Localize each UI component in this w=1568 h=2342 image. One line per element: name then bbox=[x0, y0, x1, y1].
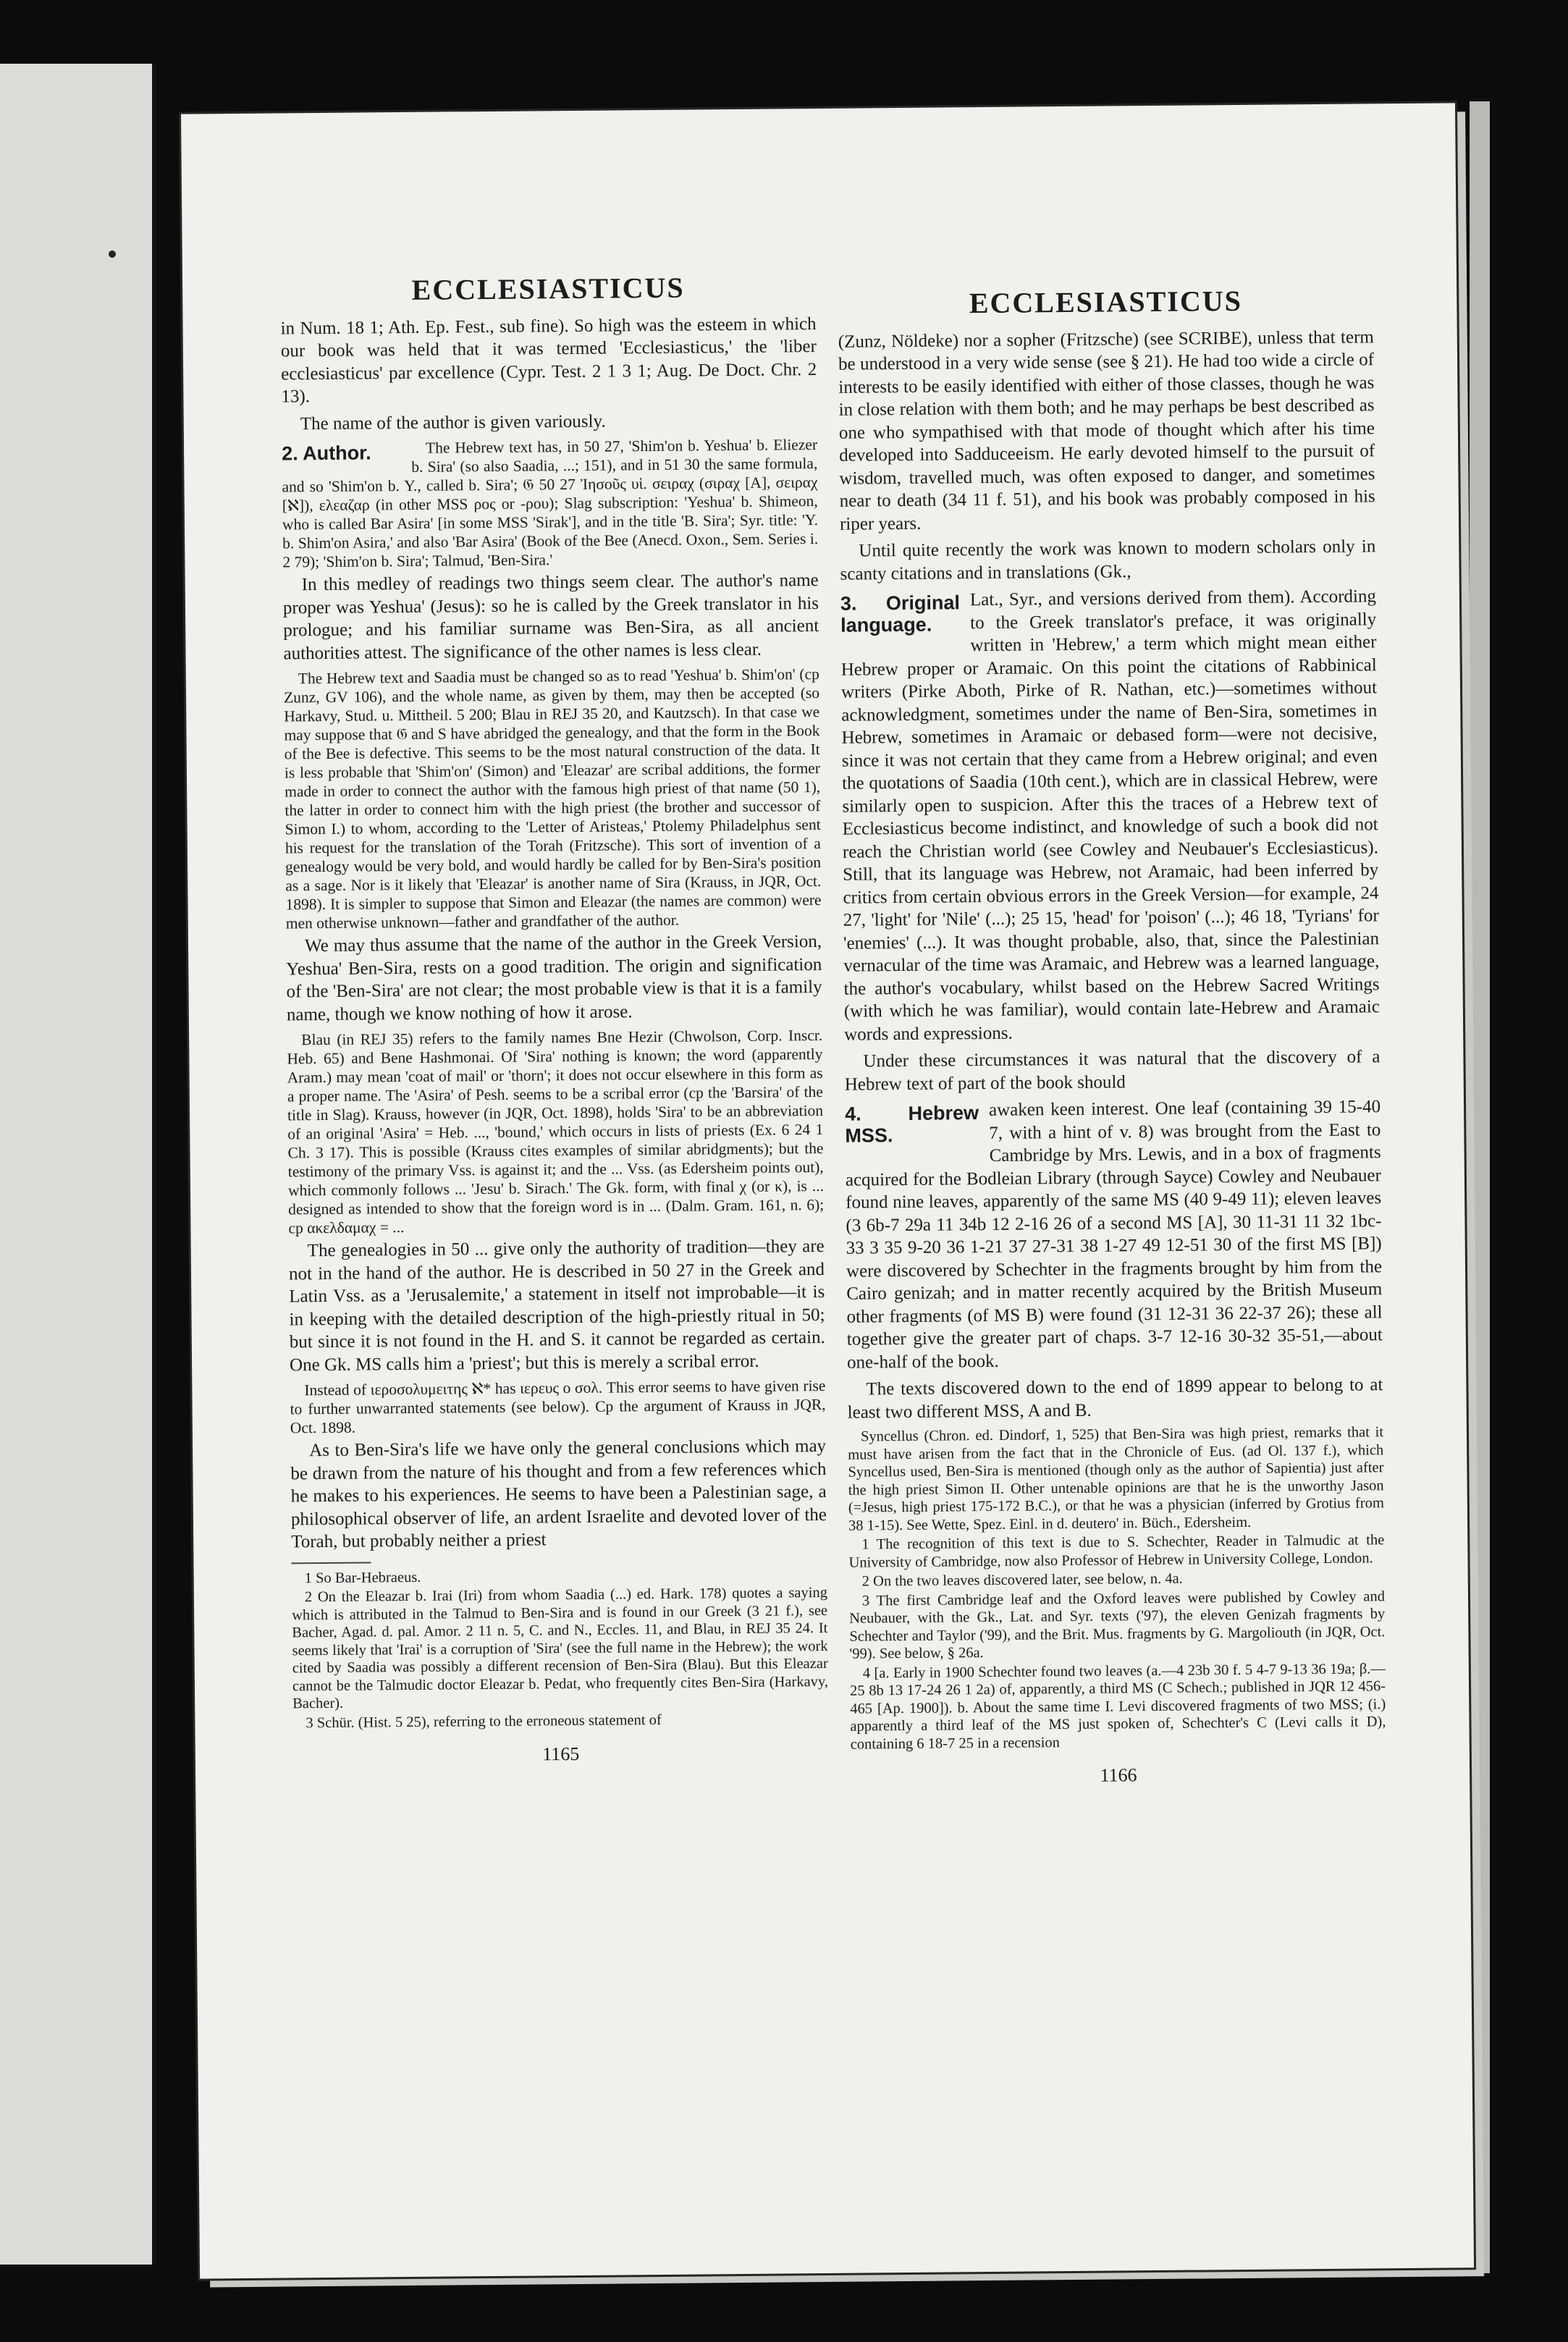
footnote: 3 The first Cambridge leaf and the Oxford leaves were published by Cowley and Neubauer, with the Gk., Lat. and Syr. texts ('97), the eleven Genizah fragments by Schechter and Taylor ('99), and the Brit. Mus. fragments by G. Margoliouth (in JQR, Oct. '99). See below, § 26a. bbox=[849, 1588, 1386, 1662]
footnote: 3 Schür. (Hist. 5 25), referring to the erroneous statement of bbox=[305, 1711, 662, 1731]
paragraph-small: The Hebrew text and Saadia must be changed so as to read 'Yeshua' b. Shim'on' (cp Zunz, GV 106), and the whole name, as given by them, may then be accepted (so Harkavy, Stud. u. Mittheil. 5 200; Blau in REJ 35 20, and Kautzsch). In that case we may suppose that 𝔊 and S have abridged the genealogy, and that the form in the Book of the Bee is defective. This seems to be the most natural construction of the data. It is less probable that 'Shim'on' (Simon) and 'Eleazar' are scribal additions, the former made in order to connect the author with the famous high priest of that name (50 1), the latter in order to connect him with the high priest (the brother and successor of Simon I.) to whom, according to the 'Letter of Aristeas,' Ptolemy Philadelphus sent his request for the translation of the Torah (Fritzsche). This sort of invention of a genealogy would be very bold, and would hardly be called for by Ben-Sira's position as a sage. Nor is it likely that 'Eleazar' is another name of Sira (Krauss, in JQR, Oct. 1898). It is simpler to suppose that Simon and Eleazar (the names are common) were men otherwise unknown—father and grandfather of the author. bbox=[283, 665, 822, 932]
footnotes-left bbox=[292, 1564, 829, 1732]
running-head-left: ECCLESIASTICUS bbox=[411, 271, 685, 306]
footnote: 2 On the Eleazar b. Irai (Iri) from whom Saadia (...) ed. Hark. 178) quotes a saying which is attributed in the Talmud to Ben-Sira and is found in our Greek (3 21 f.), see Bacher, Agad. d. pal. Amor. 2 11 n. 5, C. and N., Eccles. 11, and Blau, in REJ 35 24. It seems likely that 'Irai' is a corruption of 'Sira' (see the full name in the Hebrew); the work cited by Saadia was possibly a different recension of Ben-Sira (Blau). But this Eleazar cannot be the Talmudic doctor Eleazar b. Pedat, who frequently cites Ben-Sira (Harkavy, Bacher). bbox=[292, 1584, 829, 1712]
paragraph: in Num. 18 1; Ath. Ep. Fest., sub fine). So high was the esteem in which our book was held that it was termed 'Ecclesiasticus,' the 'liber ecclesiasticus' par excellence (Cypr. Test. 2 1 3 1; Aug. De Doct. Chr. 2 13). bbox=[280, 313, 817, 407]
right-column bbox=[838, 284, 1386, 1789]
paragraph: Until quite recently the work was known to modern scholars only in scanty citations and in translations (Gk., bbox=[840, 536, 1376, 584]
paragraph-small: Blau (in REJ 35) refers to the family names Bne Hezir (Chwolson, Corp. Inscr. Heb. 65) and Bene Hashmonai. Of 'Sira' nothing is known; the word (apparently Aram.) may mean 'coat of mail' or 'thorn'; it does not occur elsewhere in this form as a proper name. The 'Asira' of Pesh. seems to be a scribal error (cp the 'Barsira' of the title in Slag). Krauss, however (in JQR, Oct. 1898), holds 'Sira' to be an abbreviation of an original 'Asira' = Heb. ..., 'bound,' which occurs in lists of priests (Ex. 6 24 1 Ch. 3 17). This is possible (Krauss cites examples of similar abridgments); but the testimony of the primary Vss. is against it; and the ... Vss. (as Edersheim points out), which commonly follows ... 'Jesu' b. Sirach.' The Gk. form, with final χ (or κ), is ... designed as intended to show that the foreign word is in ... (Dalm. Gram. 161, n. 6); cp ακελδαμαχ = ... bbox=[287, 1026, 825, 1237]
book-edge bbox=[1470, 101, 1490, 2273]
running-head-right: ECCLESIASTICUS bbox=[969, 284, 1243, 320]
paragraph: We may thus assume that the name of the author in the Greek Version, Yeshua' Ben-Sira, rests on a good tradition. The origin and signification of the 'Ben-Sira' are not clear; the most probable view is that it is a family name, though we know nothing of how it arose. bbox=[286, 932, 822, 1024]
paragraph: Under these circumstances it was natural that the discovery of a Hebrew text of part of the book should bbox=[844, 1047, 1381, 1095]
footnote-rule bbox=[291, 1562, 371, 1564]
paragraph-small: Instead of ιεροσολυμειτης ℵ* has ιερευς ο σολ. This error seems to have given rise to further unwarranted statements (see below). Cp the argument of Krauss in JQR, Oct. 1898. bbox=[290, 1376, 826, 1437]
page-number-right: 1166 bbox=[1100, 1764, 1137, 1786]
paragraph: awaken keen interest. One leaf (containing 39 15-40 7, with a hint of v. 8) was brought from the East to Cambridge by Mrs. Lewis, and in a box of fragments acquired for the Bodleian Library (through Sayce) Cowley and Neubauer found nine leaves, apparently of the same MS (40 9-49 11); eleven leaves (3 6b-7 29a 11 34b 12 2-16 26 of a second MS [A], 30 11-31 11 32 1bc-33 3 35 9-20 36 1-21 37 27-31 38 1-27 49 12-51 30 of the first MS [B]) were discovered by Schechter in the fragments brought by him from the Cairo genizah; and in matter recently acquired by the British Museum other fragments (of MS B) were found (31 12-31 36 22-37 26); these all together give the greater part of chaps. 3-7 12-16 30-32 35-51,—about one-half of the book. bbox=[845, 1097, 1383, 1373]
paragraph: Lat., Syr., and versions derived from them). According to the Greek translator's preface, it was originally written in 'Hebrew,' a term which might mean either Hebrew proper or Aramaic. On this point the citations of Rabbinical writers (Pirke Aboth, Pirke of R. Nathan, etc.)—sometimes without acknowledgment, sometimes under the name of Ben-Sira, sometimes in Hebrew, sometimes in Aramaic or debased form—were not decisive, since it was not certain that they came from a Hebrew original; and even the quotations of Saadia (10th cent.), which are in classical Hebrew, were similarly open to suspicion. After this the traces of a Hebrew text of Ecclesiasticus become indistinct, and knowledge of such a book did not reach the Christian world (see Cowley and Neubauer's Ecclesiasticus). Still, that its language was Hebrew, not Aramaic, had been inferred by critics from certain obvious errors in the Greek Version—for example, 24 27, 'light' for 'Nile' (...); 25 15, 'head' for 'poison' (...); 46 18, 'Tyrians' for 'enemies' (...). It was thought probable, also, that, since the Palestinian vernacular of the time was Aramaic, and Hebrew was a learned language, the author's vocabulary, whilst based on the Hebrew Sacred Writings (with which he was familiar), would contain late-Hebrew and Aramaic words and expressions. bbox=[840, 586, 1380, 1045]
paragraph: In this medley of readings two things seem clear. The author's name proper was Yeshua' (Jesus): so he is called by the Greek translator in his prologue; and his familiar surname was Ben-Sira, as all ancient authorities attest. The significance of the other names is less clear. bbox=[282, 570, 819, 663]
footnote: 1 So Bar-Hebraeus. bbox=[304, 1569, 421, 1586]
section-label-original-language: 3. Original language. bbox=[840, 591, 961, 636]
footnotes-right bbox=[848, 1423, 1386, 1753]
section-label-hebrew-mss: 4. Hebrew MSS. bbox=[844, 1102, 979, 1147]
page-mark bbox=[109, 250, 116, 258]
paragraph: As to Ben-Sira's life we have only the general conclusions which may be drawn from the nature of his thought and from a few references which he makes to his experiences. He seems to have been a Palestinian sage, a philosophical observer of life, an ardent Israelite and devoted lover of the Torah, but probably neither a priest bbox=[290, 1436, 827, 1552]
paragraph-small: The Hebrew text has, in 50 27, 'Shim'on b. Yeshua' b. Eliezer b. Sira' (so also Saadia, ...; 151), and in 51 30 the same formula, and so 'Shim'on b. Y., called b. Sira'; 𝔊 50 27 Ἰησοῦς υἱ. σειραχ (σιραχ [A], σειραχ [ℵ]), ελεαζαρ (in other MSS ρος or -ρου); Slag subscription: 'Yeshua' b. Shimeon, who is called Bar Asira' [in some MSS 'Sirak'], and in the title 'B. Sira'; Syr. title: 'Y. b. Shim'on Asira,' and also 'Bar Asira' (Book of the Bee (Anecd. Oxon., Sem. Series i. 2 79); 'Shim'on b. Sira'; Talmud, 'Ben-Sira.' bbox=[282, 436, 819, 571]
page-number-left: 1165 bbox=[542, 1743, 580, 1765]
paragraph: The texts discovered down to the end of 1899 appear to belong to at least two different MSS, A and B. bbox=[847, 1375, 1383, 1423]
footnote: 4 [a. Early in 1900 Schechter found two leaves (a.—4 23b 30 f. 5 4-7 9-13 36 19a; β.—25 8b 13 17-24 26 1 2a) of, apparently, a third MS (C Schech.; published in JQR 12 456-465 [Ap. 1900]). b. About the same time I. Levi discovered fragments of two MSS; (i.) apparently a third leaf of the MS just spoken of, Schechter's C (Levi calls it D), containing 6 18-7 25 in a recension bbox=[849, 1660, 1386, 1753]
left-column bbox=[280, 271, 829, 1768]
book-page bbox=[181, 103, 1474, 2278]
footnote: 2 On the two leaves discovered later, see below, n. 4a. bbox=[861, 1570, 1183, 1590]
footnote-continued: Syncellus (Chron. ed. Dindorf, 1, 525) that Ben-Sira was high priest, remarks that it must have arisen from the fact that in the Chronicle of Eus. (ad Ol. 137 f.), which Syncellus used, Ben-Sira is mentioned (though only as the author of Sapientia) just after the high priest Simon II. Other untenable opinions are that he is the unworthy Jason (=Jesus, high priest 175-172 B.C.), or that he was a physician (inferred by Grotius from 38 1-15). See Wette, Spez. Einl. in d. deutero' in. Büch., Edersheim. bbox=[848, 1424, 1384, 1534]
facing-page-edge bbox=[0, 64, 156, 2265]
section-label-author: 2. Author. bbox=[281, 442, 371, 465]
paragraph: The genealogies in 50 ... give only the authority of tradition—they are not in the hand of the author. He is described in 50 27 in the Greek and Latin Vss. as a 'Jerusalemite,' a statement in itself not improbable—it is in keeping with the detailed description of the high-priestly ritual in 50; but since it is not found in the H. and S. it cannot be regarded as certain. One Gk. MS calls him a 'priest'; but this is merely a scribal error. bbox=[288, 1236, 825, 1375]
paragraph: The name of the author is given variously. bbox=[300, 411, 606, 434]
footnote: 1 The recognition of this text is due to S. Schechter, Reader in Talmudic at the University of Cambridge, now also Professor of Hebrew in University College, London. bbox=[848, 1532, 1385, 1571]
paragraph: (Zunz, Nöldeke) nor a sopher (Fritzsche) (see SCRIBE), unless that term be understood in a very wide sense (see § 21). He had too wide a circle of interests to be easily identified with either of those classes, though he was in close relation with them both; and he may perhaps be best described as one who sympathised with that mode of thought which after his time developed into Sadduceeism. He early devoted himself to the pursuit of wisdom, travelled much, was often exposed to danger, and sometimes near to death (34 11 f. 51), and his book was probably composed in his riper years. bbox=[838, 327, 1375, 534]
